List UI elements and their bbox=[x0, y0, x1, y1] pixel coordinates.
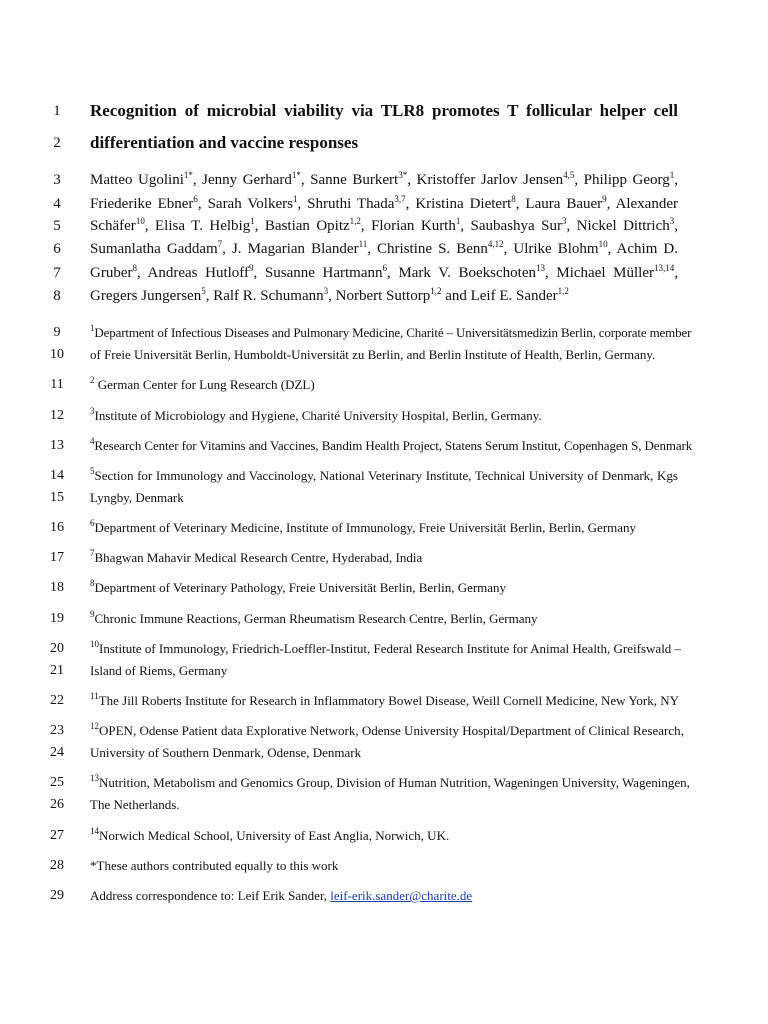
affiliation-14: $^{14}$Norwich Medical School, University of East Anglia, Norwich, UK. bbox=[90, 826, 450, 843]
affiliation-10: $^{10}$Institute of Immunology, Friedrich-Loeffler-Institut, Federal Research Institute for Animal Health, Greifswald – bbox=[90, 639, 682, 656]
affiliation-5: $^5$Section for Immunology and Vaccinology, National Veterinary Institute, Technical University of Denmark, Kgs bbox=[90, 466, 678, 483]
line-number: 27 bbox=[50, 828, 64, 843]
line-number: 23 bbox=[50, 723, 64, 738]
affiliation-3: $^3$Institute of Microbiology and Hygiene, Charité University Hospital, Berlin, Germany. bbox=[90, 406, 542, 423]
affiliation-7: $^7$Bhagwan Mahavir Medical Research Centre, Hyderabad, India bbox=[90, 548, 423, 565]
line-number: 14 bbox=[50, 468, 64, 483]
line-number: 10 bbox=[50, 347, 64, 362]
line-number: 24 bbox=[50, 745, 64, 760]
author-line: Matteo Ugolini$^{1*}$, Jenny Gerhard$^{1*}$, Sanne Burkert$^{3*}$, Kristoffer Jarlov Jensen$^{4,5}$, Philipp Georg$^1$, bbox=[90, 170, 678, 188]
line-number: 5 bbox=[53, 218, 61, 234]
line-number: 21 bbox=[50, 663, 64, 678]
author-line: Friederike Ebner$^6$, Sarah Volkers$^1$, Shruthi Thada$^{3,7}$, Kristina Dietert$^8$, Laura Bauer$^9$, Alexander bbox=[90, 194, 678, 212]
affiliation-13-cont: The Netherlands. bbox=[90, 797, 180, 812]
affiliation-11: $^{11}$The Jill Roberts Institute for Research in Inflammatory Bowel Disease, Weill Cornell Medicine, New York, NY bbox=[90, 691, 680, 708]
correspondence-line bbox=[90, 888, 678, 904]
line-number: 19 bbox=[50, 611, 64, 626]
affiliation-2: $^2$ German Center for Lung Research (DZL) bbox=[90, 375, 315, 392]
line-number: 16 bbox=[50, 520, 64, 535]
author-line: Sumanlatha Gaddam$^7$, J. Magarian Blander$^{11}$, Christine S. Benn$^{4,12}$, Ulrike Blohm$^{10}$, Achim D. bbox=[90, 239, 678, 257]
line-number: 3 bbox=[53, 172, 61, 188]
author-line: Schäfer$^{10}$, Elisa T. Helbig$^1$, Bastian Opitz$^{1,2}$, Florian Kurth$^1$, Saubashya Sur$^3$, Nickel Dittrich$^3$, bbox=[90, 216, 678, 234]
affiliation-9: $^9$Chronic Immune Reactions, German Rheumatism Research Centre, Berlin, Germany bbox=[90, 609, 538, 626]
affiliation-5-cont: Lyngby, Denmark bbox=[90, 490, 184, 505]
affiliation-10-cont: Island of Riems, Germany bbox=[90, 663, 228, 678]
correspondence-label: Address correspondence to: Leif Erik Sander, bbox=[90, 888, 331, 903]
line-number: 13 bbox=[50, 438, 64, 453]
affiliation-13: $^{13}$Nutrition, Metabolism and Genomics Group, Division of Human Nutrition, Wageningen University, Wageningen, bbox=[90, 773, 690, 790]
affiliation-12-cont: University of Southern Denmark, Odense, Denmark bbox=[90, 745, 362, 760]
author-line: Gregers Jungersen$^5$, Ralf R. Schumann$^3$, Norbert Suttorp$^{1,2}$ and Leif E. Sander$^{1,2}$ bbox=[90, 286, 569, 304]
correspondence-email-link[interactable]: leif-erik.sander@charite.de bbox=[330, 888, 473, 903]
affiliation-8: $^8$Department of Veterinary Pathology, Freie Universität Berlin, Berlin, Germany bbox=[90, 578, 507, 595]
line-number: 7 bbox=[53, 265, 61, 281]
line-number: 6 bbox=[53, 241, 61, 257]
line-number: 11 bbox=[50, 377, 64, 392]
line-number: 4 bbox=[53, 196, 61, 212]
affiliation-6: $^6$Department of Veterinary Medicine, Institute of Immunology, Freie Universität Berlin, Berlin, Germany bbox=[90, 518, 637, 535]
equal-contribution-note: *These authors contributed equally to this work bbox=[90, 858, 339, 873]
line-number: 8 bbox=[53, 288, 61, 304]
paper-title-line2: differentiation and vaccine responses bbox=[90, 133, 359, 152]
line-number: 22 bbox=[50, 693, 64, 708]
affiliation-1: $^1$Department of Infectious Diseases and Pulmonary Medicine, Charité – Universitätsmedizin Berlin, corporate member bbox=[90, 323, 692, 340]
line-number: 26 bbox=[50, 797, 64, 812]
author-line: Gruber$^8$, Andreas Hutloff$^9$, Susanne Hartmann$^6$, Mark V. Boekschoten$^{13}$, Michael Müller$^{13,14}$, bbox=[90, 263, 678, 281]
line-number: 28 bbox=[50, 858, 64, 873]
line-number: 20 bbox=[50, 641, 64, 656]
paper-title-line1: Recognition of microbial viability via TLR8 promotes T follicular helper cell bbox=[90, 101, 678, 120]
line-number: 29 bbox=[50, 888, 64, 903]
line-number: 2 bbox=[53, 135, 61, 151]
affiliation-1-cont: of Freie Universität Berlin, Humboldt-Universität zu Berlin, and Berlin Institute of Health, Berlin, Germany. bbox=[90, 347, 656, 362]
line-number: 15 bbox=[50, 490, 64, 505]
line-number: 17 bbox=[50, 550, 64, 565]
line-number: 1 bbox=[53, 103, 61, 119]
affiliation-4: $^4$Research Center for Vitamins and Vaccines, Bandim Health Project, Statens Serum Institut, Copenhagen S, Denmark bbox=[90, 436, 693, 453]
affiliation-12: $^{12}$OPEN, Odense Patient data Explorative Network, Odense University Hospital/Department of Clinical Research, bbox=[90, 721, 684, 738]
line-number: 9 bbox=[53, 325, 61, 340]
line-number: 18 bbox=[50, 580, 64, 595]
line-number: 25 bbox=[50, 775, 64, 790]
line-number: 12 bbox=[50, 408, 64, 423]
